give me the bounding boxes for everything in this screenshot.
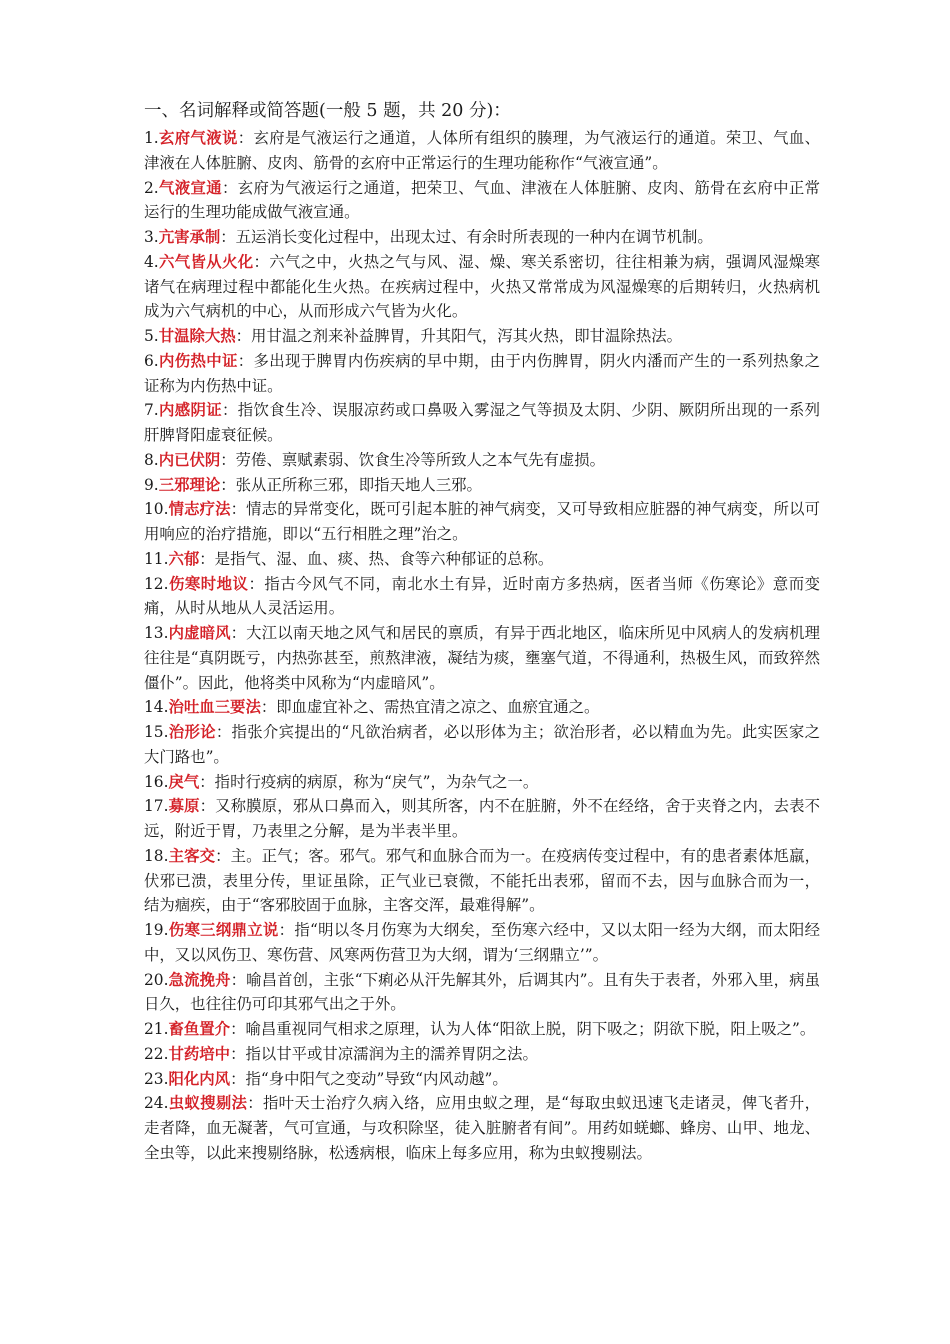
term-entry: [144, 225, 820, 250]
entry-number: 13.: [144, 624, 169, 642]
term-entry: [144, 918, 820, 968]
entry-number: 23.: [144, 1069, 169, 1088]
entry-definition: ：指以甘平或甘凉濡润为主的濡养胃阴之法。: [230, 1044, 538, 1063]
entry-number: 21.: [144, 1020, 169, 1038]
term-entry: [144, 448, 820, 473]
entry-number: 11.: [144, 549, 169, 568]
entry-number: 12.: [144, 574, 169, 593]
term-entry: [144, 126, 820, 176]
entry-term: 内感阴证: [158, 401, 223, 420]
entry-term: 三邪理论: [158, 475, 221, 494]
section-heading: 一、名词解释或简答题(一般 5 题，共 20 分)：: [144, 101, 511, 121]
entry-number: 16.: [144, 772, 169, 791]
entry-term: 甘药培中: [168, 1044, 231, 1063]
entry-term: 阳化内风: [168, 1069, 231, 1088]
term-entry: [144, 1091, 820, 1165]
term-entry: [144, 844, 820, 918]
entry-definition: ：五运消长变化过程中，出现太过、有余时所表现的一种内在调节机制。: [220, 228, 713, 246]
entry-number: 17.: [144, 797, 169, 816]
entry-number: 15.: [144, 723, 169, 741]
entry-definition: ：喻昌重视同气相求之原理，认为人体“阳欲上脱，阴下吸之；阴欲下脱，阳上吸之”。: [230, 1020, 816, 1038]
entry-number: 24.: [144, 1094, 169, 1113]
term-entry: [144, 250, 820, 324]
entry-definition: ：是指气、湿、血、痰、热、食等六种郁证的总称。: [199, 549, 554, 568]
entry-term: 募原: [168, 797, 200, 816]
term-entry: [144, 770, 820, 795]
entry-definition: ：又称膜原，邪从口鼻而入，则其所客，内不在脏腑，外不在经络，舍于夹脊之内，去表不远，附近于胃，乃表里之分解，是为半表半里。: [144, 797, 820, 840]
entry-definition: ：主。正气；客。邪气。邪气和血脉合而为一。在疫病传变过程中，有的患者素体尪羸，伏邪已溃，表里分传，里证虽除，正气业已衰微，不能托出表邪，留而不去，因与血脉合而为一，结为痼疾，由于“客邪胶固于血脉，主客交浑，最难得解”。: [144, 846, 820, 915]
entry-definition: ：六气之中，火热之气与风、湿、燥、寒关系密切，往往相兼为病，强调风湿燥寒诸气在病理过程中都能化生火热。在疾病过程中，火热又常常成为风湿燥寒的后期转归，火热病机成为六气病机的中心，从而形成六气皆为火化。: [144, 252, 820, 321]
term-entry: [144, 621, 820, 695]
term-entry: [144, 968, 820, 1018]
entry-term: 戾气: [168, 772, 200, 791]
term-list: [144, 126, 820, 1166]
entry-definition: ：指饮食生冷、误服凉药或口鼻吸入雾湿之气等损及太阴、少阴、厥阴所出现的一系列肝脾肾阳虚衰征候。: [144, 401, 820, 444]
entry-term: 伤寒三纲鼎立说: [168, 921, 279, 939]
entry-definition: ：劳倦、禀赋素弱、饮食生冷等所致人之本气先有虚损。: [220, 450, 606, 469]
entry-number: 6.: [144, 351, 159, 370]
term-entry: [144, 720, 820, 770]
entry-term: 伤寒时地议: [168, 574, 249, 593]
entry-term: 亢害承制: [158, 228, 221, 246]
entry-term: 内虚暗风: [168, 624, 231, 642]
entry-definition: ：指时行疫病的病原，称为“戾气”，为杂气之一。: [199, 772, 539, 791]
entry-term: 虫蚁搜剔法: [168, 1094, 248, 1113]
entry-number: 8.: [144, 450, 159, 469]
entry-term: 主客交: [168, 846, 216, 865]
entry-definition: ：指“身中阳气之变动”导致“内风动越”。: [230, 1069, 508, 1088]
entry-number: 1.: [144, 129, 159, 147]
term-entry: [144, 398, 820, 448]
entry-number: 4.: [144, 252, 159, 271]
entry-definition: ：喻昌首创，主张“下痢必从汗先解其外，后调其内”。且有失于表者，外邪入里，病虽日久，也往往仍可印其邪气出之于外。: [144, 970, 820, 1014]
entry-term: 六气皆从火化: [158, 252, 254, 271]
entry-term: 玄府气液说: [158, 129, 238, 147]
entry-definition: ：情志的异常变化，既可引起本脏的神气病变，又可导致相应脏器的神气病变，所以可用响应的治疗措施，即以“五行相胜之理”治之。: [144, 500, 820, 543]
term-entry: [144, 547, 820, 572]
term-entry: [144, 695, 820, 720]
term-entry: [144, 1042, 820, 1067]
entry-term: 急流挽舟: [168, 970, 231, 989]
term-entry: [144, 324, 820, 349]
term-entry: [144, 497, 820, 547]
entry-term: 治吐血三要法: [168, 698, 261, 717]
entry-definition: ：张从正所称三邪，即指天地人三邪。: [220, 475, 482, 494]
entry-definition: ：用甘温之剂来补益脾胃，升其阳气，泻其火热，即甘温除热法。: [235, 327, 682, 345]
entry-term: 甘温除大热: [158, 327, 236, 345]
entry-number: 5.: [144, 327, 159, 345]
entry-definition: ：指“明以冬月伤寒为大纲矣，至伤寒六经中，又以太阳一经为大纲，而太阳经中，又以风伤卫、寒伤营、风寒两伤营卫为大纲，谓为‘三纲鼎立’”。: [144, 921, 820, 964]
entry-number: 19.: [144, 921, 169, 939]
entry-number: 2.: [144, 178, 159, 197]
entry-definition: ：指古今风气不同，南北水土有异，近时南方多热病，医者当师《伤寒论》意而变痛，从时从地从人灵活运用。: [144, 574, 820, 618]
term-entry: [144, 176, 820, 226]
term-entry: [144, 349, 820, 399]
entry-term: 治形论: [168, 723, 216, 741]
entry-term: 内伤热中证: [158, 351, 238, 370]
entry-definition: ：即血虚宜补之、需热宜清之凉之、血瘀宜通之。: [260, 698, 600, 717]
entry-number: 14.: [144, 698, 169, 717]
entry-number: 22.: [144, 1044, 169, 1063]
entry-definition: ：指叶天士治疗久病入络，应用虫蚁之理，是“每取虫蚁迅速飞走诸灵，俾飞者升，走者降，血无凝著，气可宣通，与攻积除坚，徒入脏腑者有间”。用药如蜣螂、蜂房、山甲、地龙、全虫等，以此来搜剔络脉，松透病根，临床上每多应用，称为虫蚁搜剔法。: [144, 1094, 820, 1162]
term-entry: [144, 1017, 820, 1042]
entry-definition: ：玄府是气液运行之通道，人体所有组织的腠理，为气液运行的通道。荣卫、气血、津液在人体脏腑、皮肉、筋骨的玄府中正常运行的生理功能称作“气液宣通”。: [144, 129, 820, 172]
term-entry: [144, 794, 820, 844]
term-entry: [144, 572, 820, 622]
entry-number: 18.: [144, 846, 169, 865]
entry-definition: ：指张介宾提出的“凡欲治病者，必以形体为主；欲治形者，必以精血为先。此实医家之大门路也”。: [144, 723, 820, 766]
entry-number: 7.: [144, 401, 159, 420]
entry-term: 情志疗法: [168, 500, 231, 519]
entry-definition: ：大江以南天地之风气和居民的禀质，有异于西北地区，临床所见中风病人的发病机理往往是“真阴既亏，内热弥甚至，煎熬津液，凝结为痰，壅塞气道，不得通利，热极生风，而致猝然僵仆”。因此，他将类中风称为“内虚暗风”。: [144, 624, 820, 692]
entry-term: 气液宣通: [158, 178, 223, 197]
entry-term: 畜鱼置介: [168, 1020, 231, 1038]
entry-term: 六郁: [168, 549, 200, 568]
entry-number: 9.: [144, 475, 159, 494]
entry-definition: ：玄府为气液运行之通道，把荣卫、气血、津液在人体脏腑、皮肉、筋骨在玄府中正常运行的生理功能成做气液宣通。: [144, 178, 820, 222]
entry-number: 20.: [144, 970, 169, 989]
term-entry: [144, 473, 820, 498]
entry-number: 3.: [144, 228, 159, 246]
entry-term: 内已伏阴: [158, 450, 221, 469]
term-entry: [144, 1067, 820, 1092]
entry-definition: ：多出现于脾胃内伤疾病的早中期，由于内伤脾胃，阴火内潘而产生的一系列热象之证称为内伤热中证。: [144, 351, 820, 395]
entry-number: 10.: [144, 500, 169, 519]
